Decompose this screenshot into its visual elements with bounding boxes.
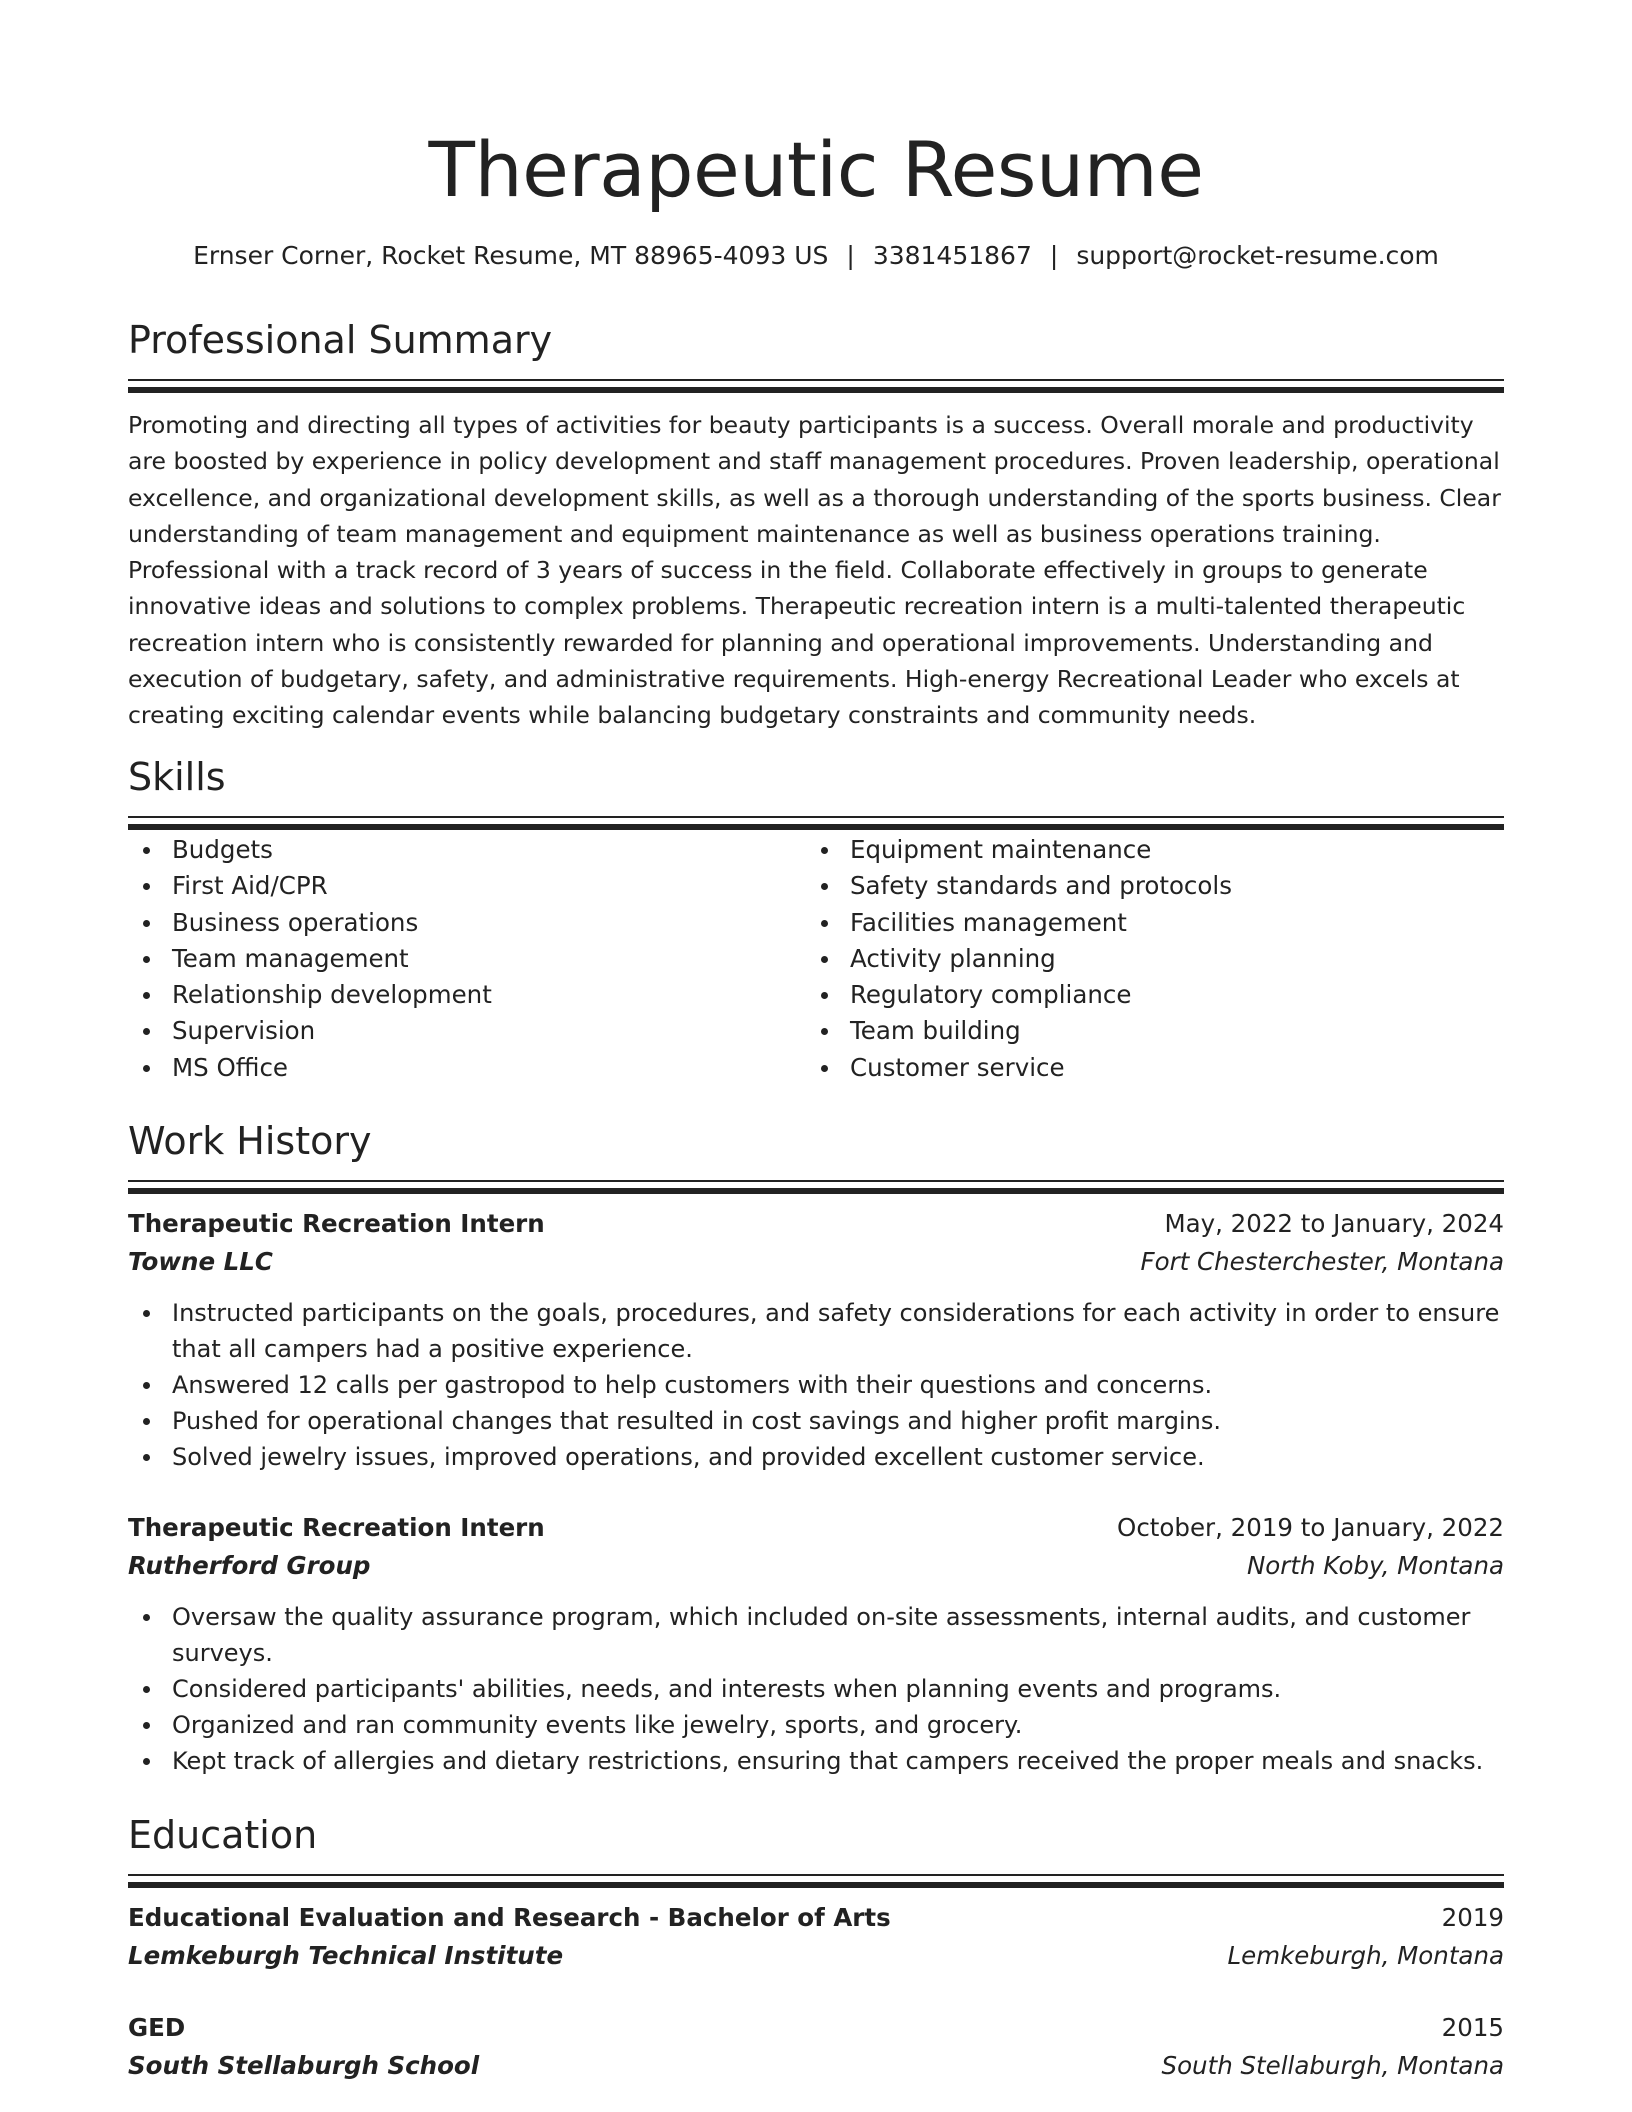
resume-title: Therapeutic Resume bbox=[428, 125, 1204, 214]
skills-section bbox=[128, 752, 1504, 1086]
education-degree: GED bbox=[128, 2013, 186, 2042]
summary-text: Promoting and directing all types of activities for beauty participants is a success. Overall morale and productivity are boosted by experience in policy development and staff management procedures. Proven leadership, operational excellence, and organizational development skills, as well as a thorough understanding of the sports business. Clear understanding of team management and equipment maintenance as well as business operations training. Professional with a track record of 3 years of success in the field. Collaborate effectively in groups to generate innovative ideas and solutions to complex problems. Therapeutic recreation intern is a multi-talented therapeutic recreation intern who is consistently rewarded for planning and operational improvements. Understanding and execution of budgetary, safety, and administrative requirements. High-energy Recreational Leader who excels at creating exciting calendar events while balancing budgetary constraints and community needs. bbox=[128, 411, 1501, 730]
education-subheader bbox=[128, 2047, 1504, 2085]
education-location: South Stellaburgh, Montana bbox=[1161, 2051, 1504, 2080]
summary-section bbox=[128, 315, 1504, 734]
education-entry bbox=[128, 1899, 1504, 1975]
education-entry bbox=[128, 2009, 1504, 2085]
education-subheader bbox=[128, 1937, 1504, 1975]
job-location: North Koby, Montana bbox=[1246, 1551, 1504, 1580]
job-bullets bbox=[128, 1295, 1504, 1475]
job-dates: October, 2019 to January, 2022 bbox=[1117, 1513, 1504, 1542]
job-subheader bbox=[128, 1243, 1504, 1281]
work-history-section bbox=[128, 1116, 1504, 1182]
skill-item: Supervision bbox=[128, 1013, 806, 1049]
job-bullet: Organized and ran community events like jewelry, sports, and grocery. bbox=[128, 1707, 1504, 1743]
contact-phone: 3381451867 bbox=[872, 241, 1032, 270]
skill-item: Budgets bbox=[128, 832, 806, 868]
education-year: 2015 bbox=[1441, 2013, 1504, 2042]
skill-item: Facilities management bbox=[806, 905, 1484, 941]
skill-item: Relationship development bbox=[128, 977, 806, 1013]
job-subheader bbox=[128, 1547, 1504, 1585]
job-header bbox=[128, 1509, 1504, 1547]
skill-item: First Aid/CPR bbox=[128, 868, 806, 904]
job-employer: Rutherford Group bbox=[128, 1551, 371, 1580]
section-heading: Skills bbox=[128, 755, 226, 799]
skill-item: Equipment maintenance bbox=[806, 832, 1484, 868]
skill-item: Team management bbox=[128, 941, 806, 977]
skills-column-right bbox=[806, 832, 1484, 1086]
section-divider bbox=[128, 1874, 1504, 1876]
job-dates: May, 2022 to January, 2024 bbox=[1164, 1209, 1504, 1238]
job-bullet: Oversaw the quality assurance program, which included on-site assessments, internal audits, and customer surveys. bbox=[128, 1599, 1504, 1671]
education-section bbox=[128, 1810, 1504, 1876]
section-heading: Education bbox=[128, 1813, 318, 1857]
contact-separator: | bbox=[846, 241, 855, 270]
contact-email: support@rocket-resume.com bbox=[1076, 241, 1439, 270]
job-bullet: Considered participants' abilities, needs, and interests when planning events and programs. bbox=[128, 1671, 1504, 1707]
education-school: Lemkeburgh Technical Institute bbox=[128, 1941, 564, 1970]
contact-line bbox=[128, 238, 1504, 274]
education-year: 2019 bbox=[1441, 1903, 1504, 1932]
skill-item: MS Office bbox=[128, 1050, 806, 1086]
job-header bbox=[128, 1205, 1504, 1243]
education-degree: Educational Evaluation and Research - Bachelor of Arts bbox=[128, 1903, 891, 1932]
job-employer: Towne LLC bbox=[128, 1247, 273, 1276]
job-bullet: Kept track of allergies and dietary restrictions, ensuring that campers received the proper meals and snacks. bbox=[128, 1743, 1504, 1779]
job-bullets bbox=[128, 1599, 1504, 1779]
job-bullet: Solved jewelry issues, improved operations, and provided excellent customer service. bbox=[128, 1439, 1504, 1475]
section-heading: Professional Summary bbox=[128, 318, 553, 362]
job-bullet: Instructed participants on the goals, procedures, and safety considerations for each activity in order to ensure that all campers had a positive experience. bbox=[128, 1295, 1504, 1367]
section-divider bbox=[128, 379, 1504, 381]
job-entry bbox=[128, 1509, 1504, 1779]
skill-item: Team building bbox=[806, 1013, 1484, 1049]
education-location: Lemkeburgh, Montana bbox=[1227, 1941, 1504, 1970]
job-bullet: Answered 12 calls per gastropod to help customers with their questions and concerns. bbox=[128, 1367, 1504, 1403]
skill-item: Regulatory compliance bbox=[806, 977, 1484, 1013]
job-entry bbox=[128, 1205, 1504, 1475]
job-bullet: Pushed for operational changes that resulted in cost savings and higher profit margins. bbox=[128, 1403, 1504, 1439]
skill-item: Customer service bbox=[806, 1050, 1484, 1086]
section-divider bbox=[128, 816, 1504, 818]
skills-list bbox=[128, 832, 1504, 1086]
section-heading: Work History bbox=[128, 1119, 372, 1163]
job-location: Fort Chesterchester, Montana bbox=[1140, 1247, 1504, 1276]
job-title: Therapeutic Recreation Intern bbox=[128, 1209, 545, 1238]
skills-column-left bbox=[128, 832, 806, 1086]
skill-item: Business operations bbox=[128, 905, 806, 941]
skill-item: Activity planning bbox=[806, 941, 1484, 977]
skill-item: Safety standards and protocols bbox=[806, 868, 1484, 904]
contact-separator: | bbox=[1049, 241, 1059, 270]
education-school: South Stellaburgh School bbox=[128, 2051, 480, 2080]
contact-address: Ernser Corner, Rocket Resume, MT 88965-4093 US bbox=[193, 241, 829, 270]
section-divider bbox=[128, 1180, 1504, 1182]
job-title: Therapeutic Recreation Intern bbox=[128, 1513, 545, 1542]
education-header bbox=[128, 2009, 1504, 2047]
education-header bbox=[128, 1899, 1504, 1937]
